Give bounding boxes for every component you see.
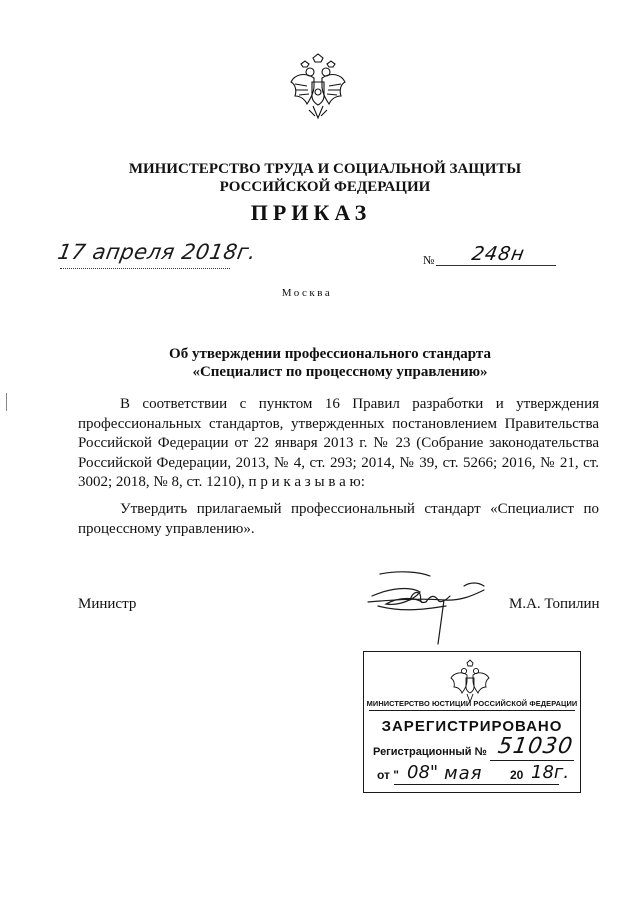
handwritten-order-number: 248н [470, 243, 527, 265]
ministry-name-line2: РОССИЙСКОЙ ФЕДЕРАЦИИ [219, 179, 431, 195]
stamp-registration-number: 51030 [496, 734, 575, 759]
stamp-registration-label: Регистрационный № [373, 746, 487, 758]
stamp-ministry-name: МИНИСТЕРСТВО ЮСТИЦИИ РОССИЙСКОЙ ФЕДЕРАЦИИ [366, 699, 578, 708]
document-type-heading: ПРИКАЗ [250, 200, 372, 225]
stamp-year-suffix: 18г. [531, 762, 570, 783]
order-title-line1: Об утверждении профессионального стандарта [169, 346, 491, 362]
signatory-name: М.А. Топилин [509, 596, 600, 612]
order-title-line2: «Специалист по процессному управлению» [192, 364, 488, 380]
signatory-position: Министр [78, 596, 137, 612]
ministry-name-line1: МИНИСТЕРСТВО ТРУДА И СОЦИАЛЬНОЙ ЗАЩИТЫ [128, 161, 522, 177]
stamp-month: мая [444, 763, 483, 784]
stamp-date-prefix: от " [377, 768, 399, 782]
city-label: Москва [281, 287, 333, 299]
stamp-divider [369, 710, 575, 711]
handwritten-signature [360, 566, 500, 646]
date-underline [60, 268, 230, 269]
stamp-registered-label: ЗАРЕГИСТРИРОВАНО [381, 718, 563, 735]
coat-of-arms-icon [287, 52, 349, 128]
body-paragraph-resolution: Утвердить прилагаемый профессиональный стандарт «Специалист по процессному управлению». [78, 501, 599, 537]
body-paragraph-basis: В соответствии с пунктом 16 Правил разработки и утверждения профессиональных стандартов, утвержденных постановлением Правительства Российской Федерации от 22 января 2013 г. № 23 (Собрание законодательства Российской Федерации, 2013, № 4, ст. 293; 2014, № 39, ст. 5266; 2016, № 21, ст. 3002; 2018, № 8, ст. 1210), п р и к а з ы в а ю: [78, 396, 599, 491]
stamp-day: 08" [407, 762, 439, 783]
stamp-date-underline [394, 784, 559, 785]
stamp-number-underline [490, 760, 574, 761]
number-underline [436, 265, 556, 266]
stamp-year-prefix: 20 [510, 768, 524, 782]
handwritten-date: 17 апреля 2018г. [55, 240, 259, 264]
number-sign: № [423, 253, 435, 267]
margin-mark [6, 393, 7, 411]
